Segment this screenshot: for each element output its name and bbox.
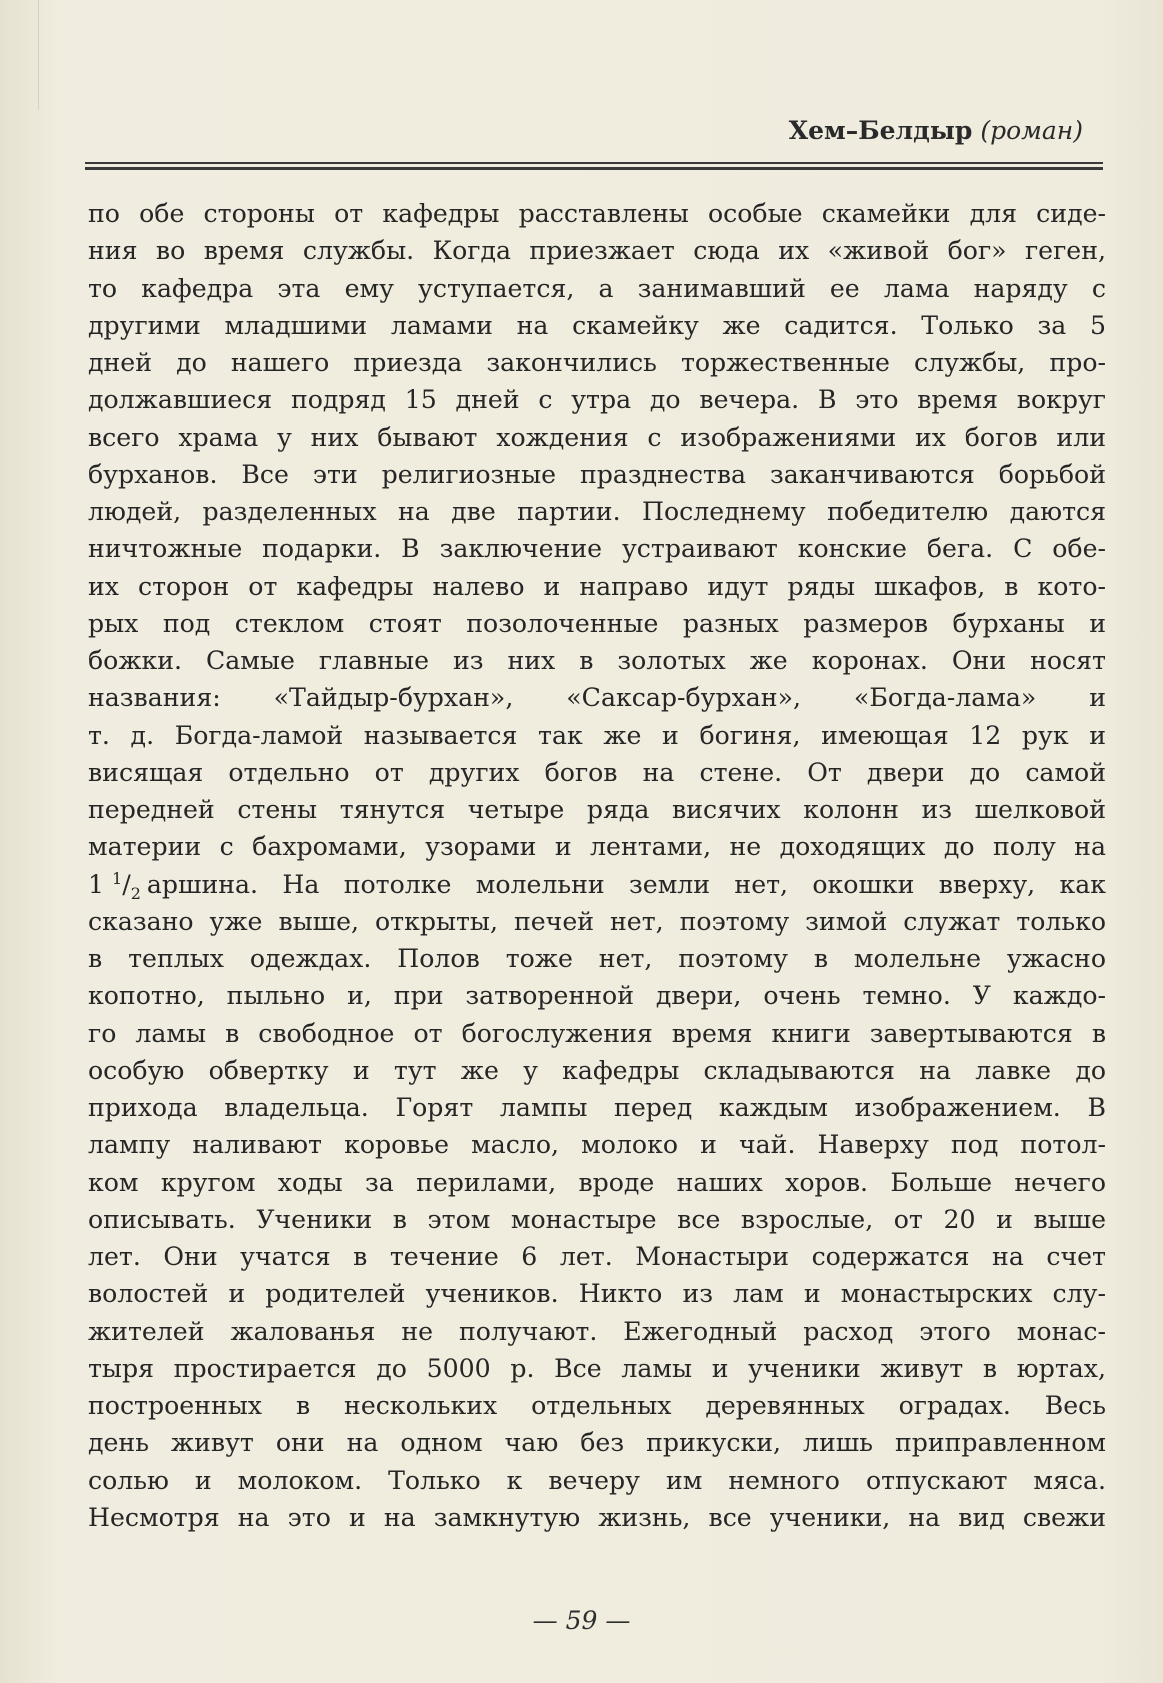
text-line: передней стены тянутся четыре ряда висячих колонн из шелковой — [88, 795, 1106, 824]
text-line: рых под стеклом стоят позолоченные разных размеров бурханы и — [88, 608, 1106, 638]
text-line: ком кругом ходы за перилами, вроде наших хоров. Больше нечего — [88, 1167, 1106, 1197]
text-line: день живут они на одном чаю без прикуски, лишь приправленном — [88, 1428, 1106, 1458]
fraction-denominator: 2 — [130, 883, 141, 903]
text-line: тыря простирается до 5000 р. Все ламы и ученики живут в юртах, — [88, 1353, 1106, 1383]
text-line: копотно, пыльно и, при затворенной двери, очень темно. У каждо- — [88, 981, 1106, 1011]
text-line: лет. Они учатся в течение 6 лет. Монастыри содержатся на счет — [88, 1242, 1106, 1271]
text-line: другими младшими ламами на скамейку же садится. Только за 5 — [88, 310, 1106, 340]
fraction-numerator: 1 — [112, 868, 123, 888]
text-line: людей, разделенных на две партии. Последнему победителю даются — [88, 497, 1106, 526]
header-rule-thick — [85, 167, 1103, 170]
text-line: должавшиеся подряд 15 дней с утра до вечера. В это время вокруг — [88, 385, 1106, 415]
text-line: висящая отдельно от других богов на стене. От двери до самой — [88, 757, 1106, 787]
text-line: построенных в нескольких отдельных деревянных оградах. Весь — [88, 1391, 1106, 1420]
text-line: ничтожные подарки. В заключение устраивают конские бега. С обе- — [88, 534, 1106, 564]
fraction-line-text: аршина. На потолке молельни земли нет, окошки вверху, как — [146, 869, 1106, 899]
text-line: по обе стороны от кафедры расставлены особые скамейки для сиде- — [88, 199, 1106, 228]
text-line: жителей жалованья не получают. Ежегодный расход этого монас- — [88, 1316, 1106, 1346]
text-line: го ламы в свободное от богослужения время книги завертываются в — [88, 1018, 1106, 1048]
text-line: т. д. Богда-ламой называется так же и богиня, имеющая 12 рук и — [88, 720, 1106, 750]
text-line: ния во время службы. Когда приезжает сюда их «живой бог» геген, — [88, 236, 1106, 266]
running-header — [789, 116, 1083, 145]
header-genre: (роман) — [980, 116, 1083, 145]
page-edge-decoration — [38, 0, 69, 110]
text-line: солью и молоком. Только к вечеру им немного отпускают мяса. — [88, 1465, 1106, 1495]
text-line: всего храма у них бывают хождения с изображениями их богов или — [88, 422, 1106, 452]
text-line: названия: «Тайдыр-бурхан», «Саксар-бурхан», «Богда-лама» и — [88, 683, 1106, 713]
text-line: материи с бахромами, узорами и лентами, не доходящих до полу на — [88, 832, 1106, 862]
page-number: — 59 — — [532, 1606, 631, 1635]
text-line: бурханов. Все эти религиозные празднества заканчиваются борьбой — [88, 459, 1106, 489]
body-text — [88, 195, 1106, 1536]
text-line: волостей и родителей учеников. Никто из лам и монастырских слу- — [88, 1279, 1106, 1309]
text-line: их сторон от кафедры налево и направо идут ряды шкафов, в кото- — [88, 571, 1106, 601]
header-title: Хем–Белдыр — [788, 116, 973, 145]
text-line: Несмотря на это и на замкнутую жизнь, все ученики, на вид свежи — [88, 1502, 1106, 1532]
fraction-slash: / — [122, 869, 131, 899]
fraction-whole: 1 — [88, 869, 105, 899]
text-line: описывать. Ученики в этом монастыре все взрослые, от 20 и выше — [88, 1204, 1106, 1234]
text-line: лампу наливают коровье масло, молоко и чай. Наверху под потол- — [88, 1130, 1106, 1160]
text-line: прихода владельца. Горят лампы перед каждым изображением. В — [88, 1093, 1106, 1122]
text-line: божки. Самые главные из них в золотых же коронах. Они носят — [88, 646, 1106, 675]
text-line: дней до нашего приезда закончились торжественные службы, про- — [88, 348, 1106, 377]
header-rule-thin — [85, 162, 1103, 164]
text-line: то кафедра эта ему уступается, а занимавший ее лама наряду с — [88, 273, 1106, 303]
text-line: сказано уже выше, открыты, печей нет, поэтому зимой служат только — [88, 906, 1106, 936]
text-line: в теплых одеждах. Полов тоже нет, поэтому в молельне ужасно — [88, 944, 1106, 973]
text-line: особую обвертку и тут же у кафедры складываются на лавке до — [88, 1055, 1106, 1085]
text-line-with-fraction — [88, 866, 1106, 903]
